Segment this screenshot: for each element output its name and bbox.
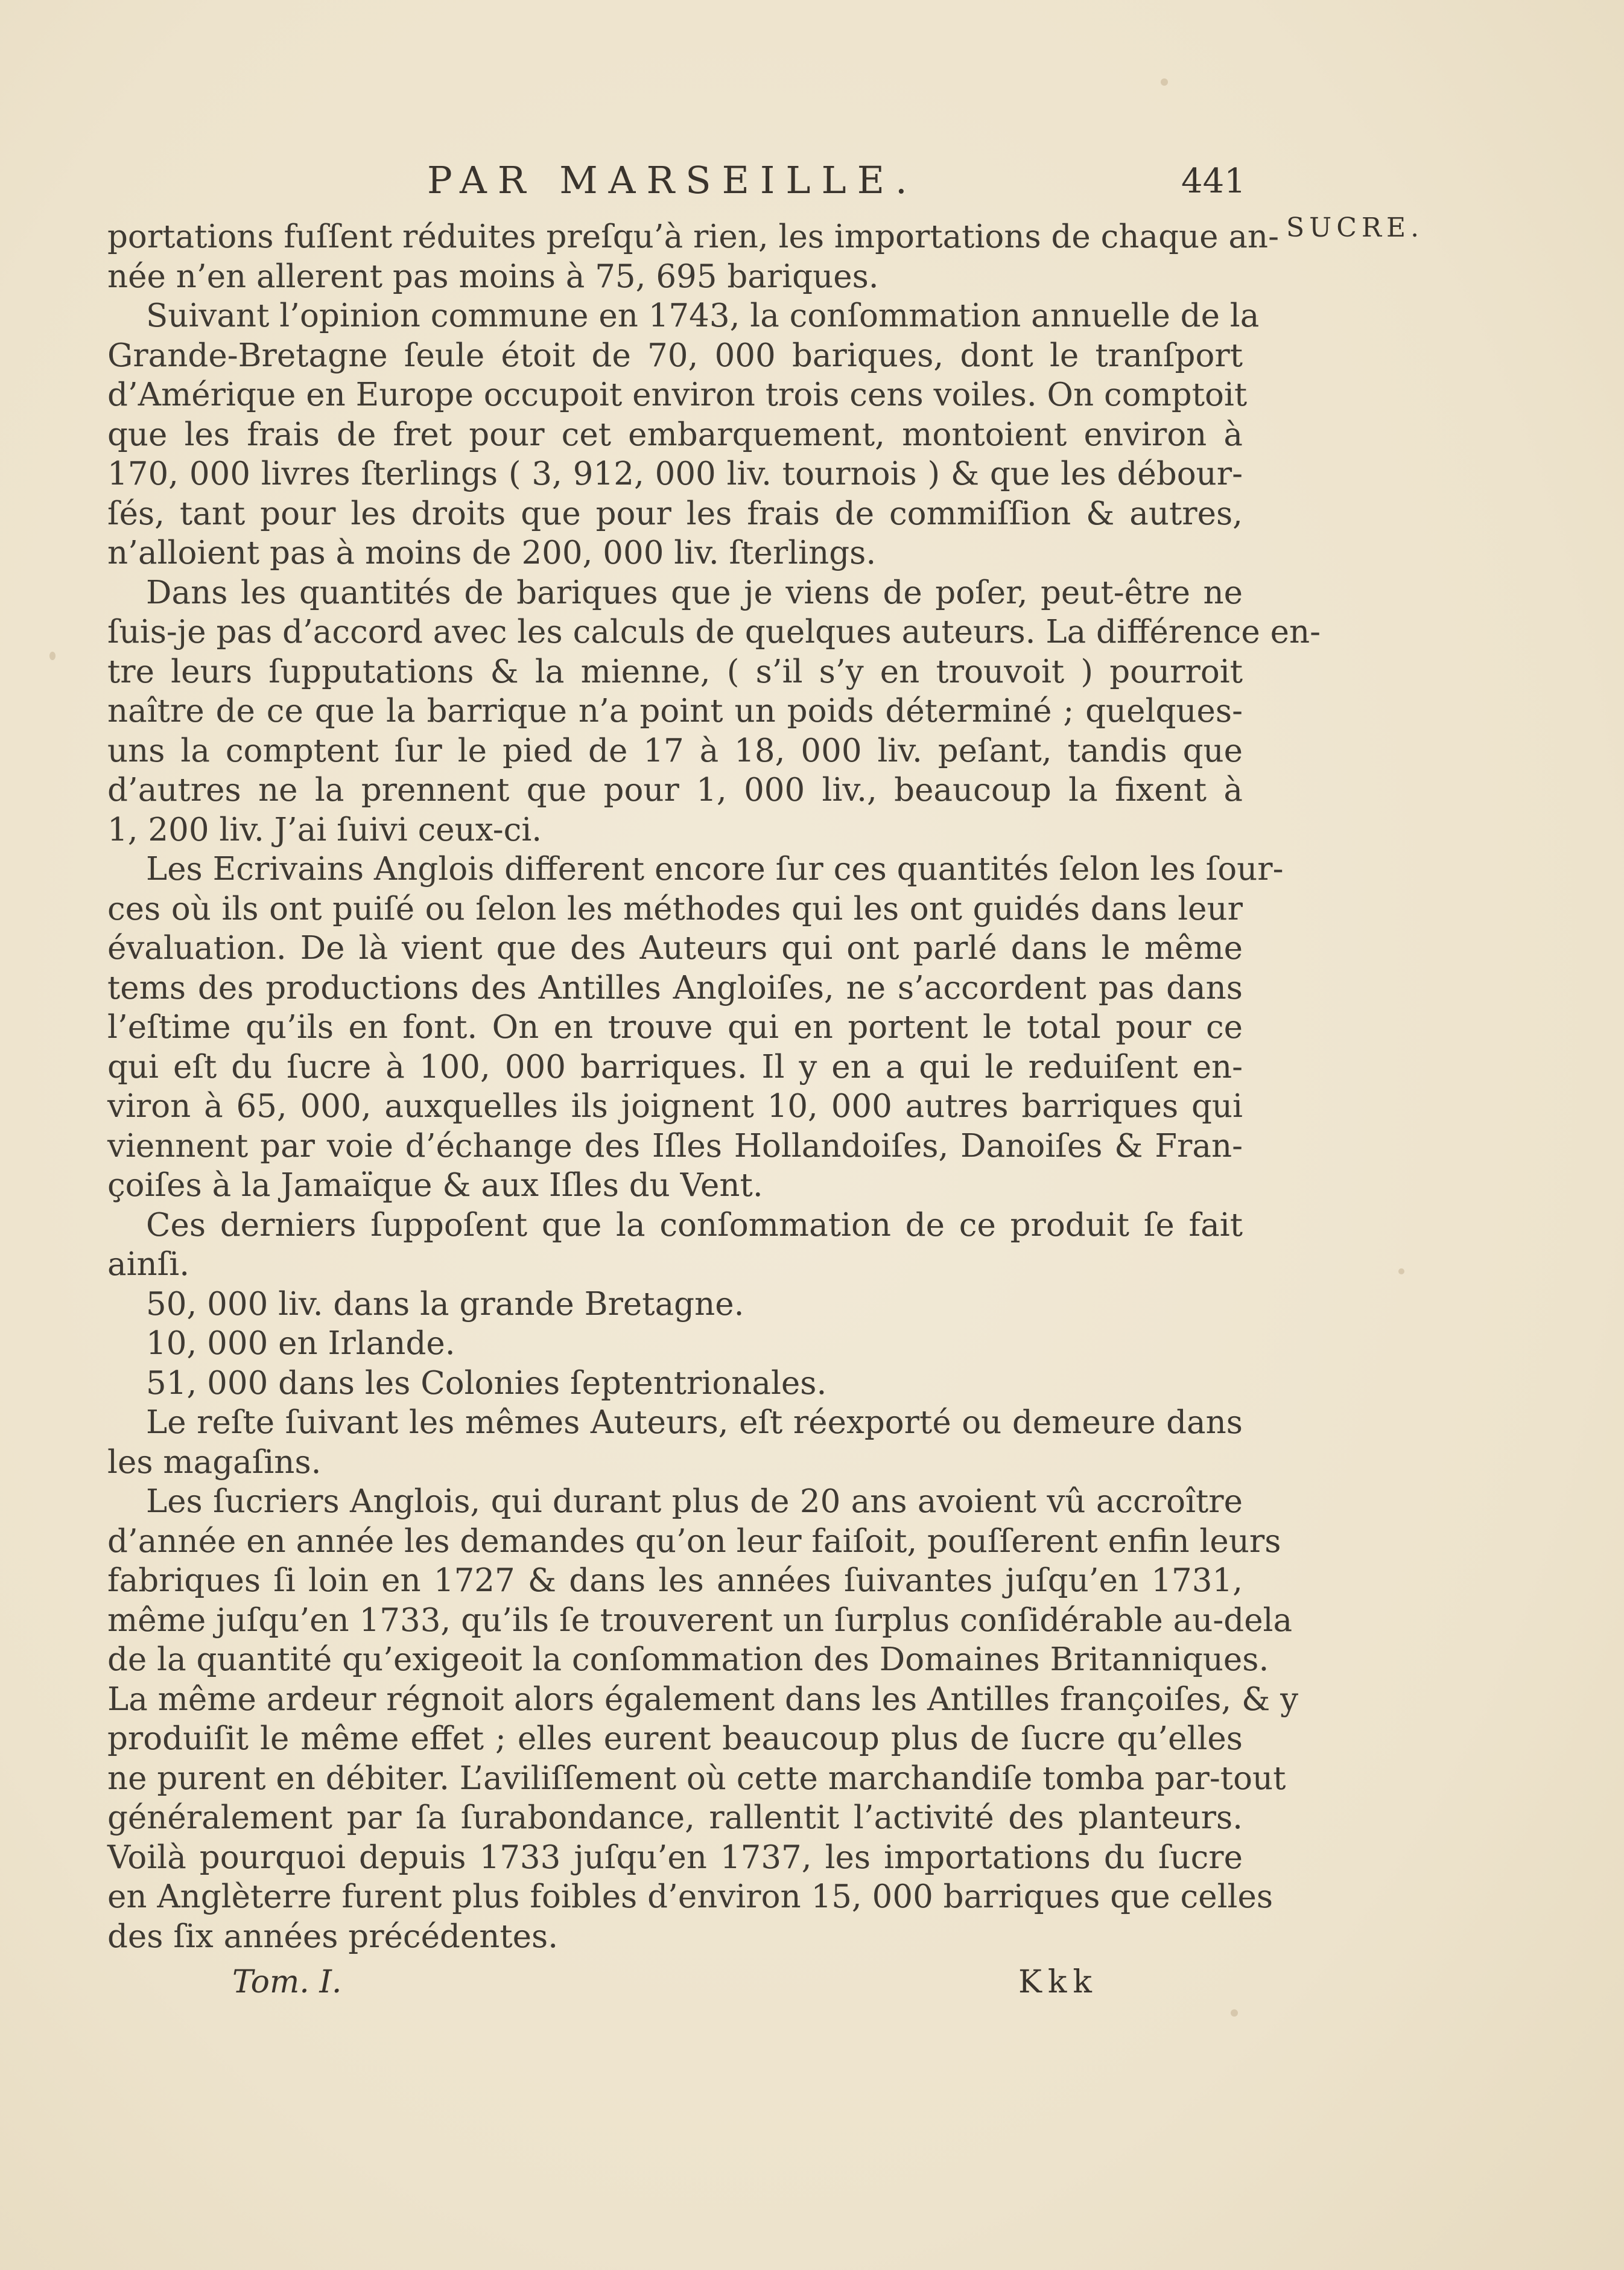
page-footer bbox=[0, 1964, 1624, 2006]
running-title: PAR MARSEILLE. bbox=[427, 158, 918, 202]
text-line: tems des productions des Antilles Angloiſes, ne s’accordent pas dans bbox=[107, 969, 1243, 1006]
text-line: ſuis-je pas d’accord avec les calculs de quelques auteurs. La différence en- bbox=[107, 614, 1321, 650]
text-line: généralement par ſa ſurabondance, rallentit l’activité des planteurs. bbox=[107, 1799, 1243, 1836]
text-line: La même ardeur régnoit alors également dans les Antilles françoiſes, & y bbox=[107, 1680, 1299, 1718]
text-line: d’Amérique en Europe occupoit environ trois cens voiles. On comptoit bbox=[107, 377, 1248, 413]
list-line: 50, 000 liv. dans la grande Bretagne. bbox=[146, 1285, 744, 1323]
text-line: Voilà pourquoi depuis 1733 juſqu’en 1737, les importations du ſucre bbox=[107, 1839, 1243, 1876]
text-line: des ſix années précédentes. bbox=[107, 1918, 559, 1955]
text-line: ne purent en débiter. L’aviliſſement où cette marchandiſe tomba par-tout bbox=[107, 1760, 1286, 1797]
volume-label: Tom. I. bbox=[232, 1964, 342, 2000]
text-line: ainſi. bbox=[107, 1246, 190, 1283]
text-line: naître de ce que la barrique n’a point un poids déterminé ; quelques- bbox=[107, 693, 1243, 730]
text-line: qui eſt du ſucre à 100, 000 barriques. Il y en a qui le reduiſent en- bbox=[107, 1048, 1243, 1086]
text-line: produiſit le même effet ; elles eurent beaucoup plus de ſucre qu’elles bbox=[107, 1720, 1243, 1757]
foxing-spot bbox=[1161, 78, 1168, 86]
text-line: viron à 65, 000, auxquelles ils joignent 10, 000 autres barriques qui bbox=[107, 1088, 1243, 1125]
list-line: 10, 000 en Irlande. bbox=[146, 1325, 455, 1362]
text-line: uns la comptent ſur le pied de 17 à 18, 000 liv. peſant, tandis que bbox=[107, 732, 1243, 769]
text-line: Ces derniers ſuppoſent que la conſommation de ce produit ſe fait bbox=[146, 1206, 1243, 1244]
list-line: 51, 000 dans les Colonies ſeptentrionales. bbox=[146, 1364, 827, 1402]
text-line: Les Ecrivains Anglois different encore ſur ces quantités ſelon les ſour- bbox=[146, 851, 1284, 888]
text-line: évaluation. De là vient que des Auteurs qui ont parlé dans le même bbox=[107, 930, 1243, 967]
text-line: Suivant l’opinion commune en 1743, la conſommation annuelle de la bbox=[146, 297, 1260, 334]
text-line: Les ſucriers Anglois, qui durant plus de 20 ans avoient vû accroître bbox=[146, 1483, 1243, 1520]
text-line: l’eſtime qu’ils en font. On en trouve qui en portent le total pour ce bbox=[107, 1009, 1243, 1046]
page-number: 441 bbox=[1181, 162, 1246, 201]
text-line: les magaſins. bbox=[107, 1443, 322, 1481]
text-line: portations fuſſent réduites preſqu’à rien, les importations de chaque an- bbox=[107, 218, 1279, 255]
body-text bbox=[107, 217, 1321, 1956]
text-line: n’alloient pas à moins de 200, 000 liv. ſterlings. bbox=[107, 535, 877, 571]
text-line: de la quantité qu’exigeoit la conſommation des Domaines Britanniques. bbox=[107, 1641, 1269, 1678]
text-line: tre leurs ſupputations & la mienne, ( s’il s’y en trouvoit ) pourroit bbox=[107, 653, 1243, 690]
text-line: Le reſte ſuivant les mêmes Auteurs, eſt réexporté ou demeure dans bbox=[146, 1404, 1243, 1441]
text-line: d’autres ne la prennent que pour 1, 000 liv., beaucoup la fixent à bbox=[107, 772, 1243, 809]
signature-mark: Kkk bbox=[1018, 1964, 1098, 2000]
text-line: 1, 200 liv. J’ai ſuivi ceux-ci. bbox=[107, 811, 542, 848]
foxing-spot bbox=[49, 652, 56, 660]
text-line: Dans les quantités de bariques que je viens de poſer, peut-être ne bbox=[146, 574, 1243, 611]
margin-note: SUCRE. bbox=[1286, 212, 1424, 243]
text-line: Grande-Bretagne ſeule étoit de 70, 000 bariques, dont le tranſport bbox=[107, 337, 1243, 374]
foxing-spot bbox=[1398, 1268, 1404, 1274]
text-line: viennent par voie d’échange des Iſles Hollandoiſes, Danoiſes & Fran- bbox=[107, 1127, 1243, 1165]
text-line: 170, 000 livres ſterlings ( 3, 912, 000 liv. tournois ) & que les débour- bbox=[107, 456, 1243, 492]
foxing-spot bbox=[1231, 2009, 1238, 2017]
text-line: fabriques ſi loin en 1727 & dans les années ſuivantes juſqu’en 1731, bbox=[107, 1562, 1243, 1599]
text-line: que les frais de fret pour cet embarquement, montoient environ à bbox=[107, 416, 1243, 453]
text-line: même juſqu’en 1733, qu’ils ſe trouverent un ſurplus conſidérable au-dela bbox=[107, 1601, 1293, 1639]
text-line: ſés, tant pour les droits que pour les frais de commiſſion & autres, bbox=[107, 495, 1243, 532]
text-line: çoiſes à la Jamaïque & aux Iſles du Vent. bbox=[107, 1167, 763, 1204]
text-line: d’année en année les demandes qu’on leur faiſoit, pouſſerent enfin leurs bbox=[107, 1522, 1281, 1560]
text-line: ces où ils ont puiſé ou ſelon les méthodes qui les ont guidés dans leur bbox=[107, 890, 1243, 927]
text-line: née n’en allerent pas moins à 75, 695 bariques. bbox=[107, 258, 879, 295]
text-line: en Anglèterre furent plus foibles d’environ 15, 000 barriques que celles bbox=[107, 1878, 1274, 1915]
